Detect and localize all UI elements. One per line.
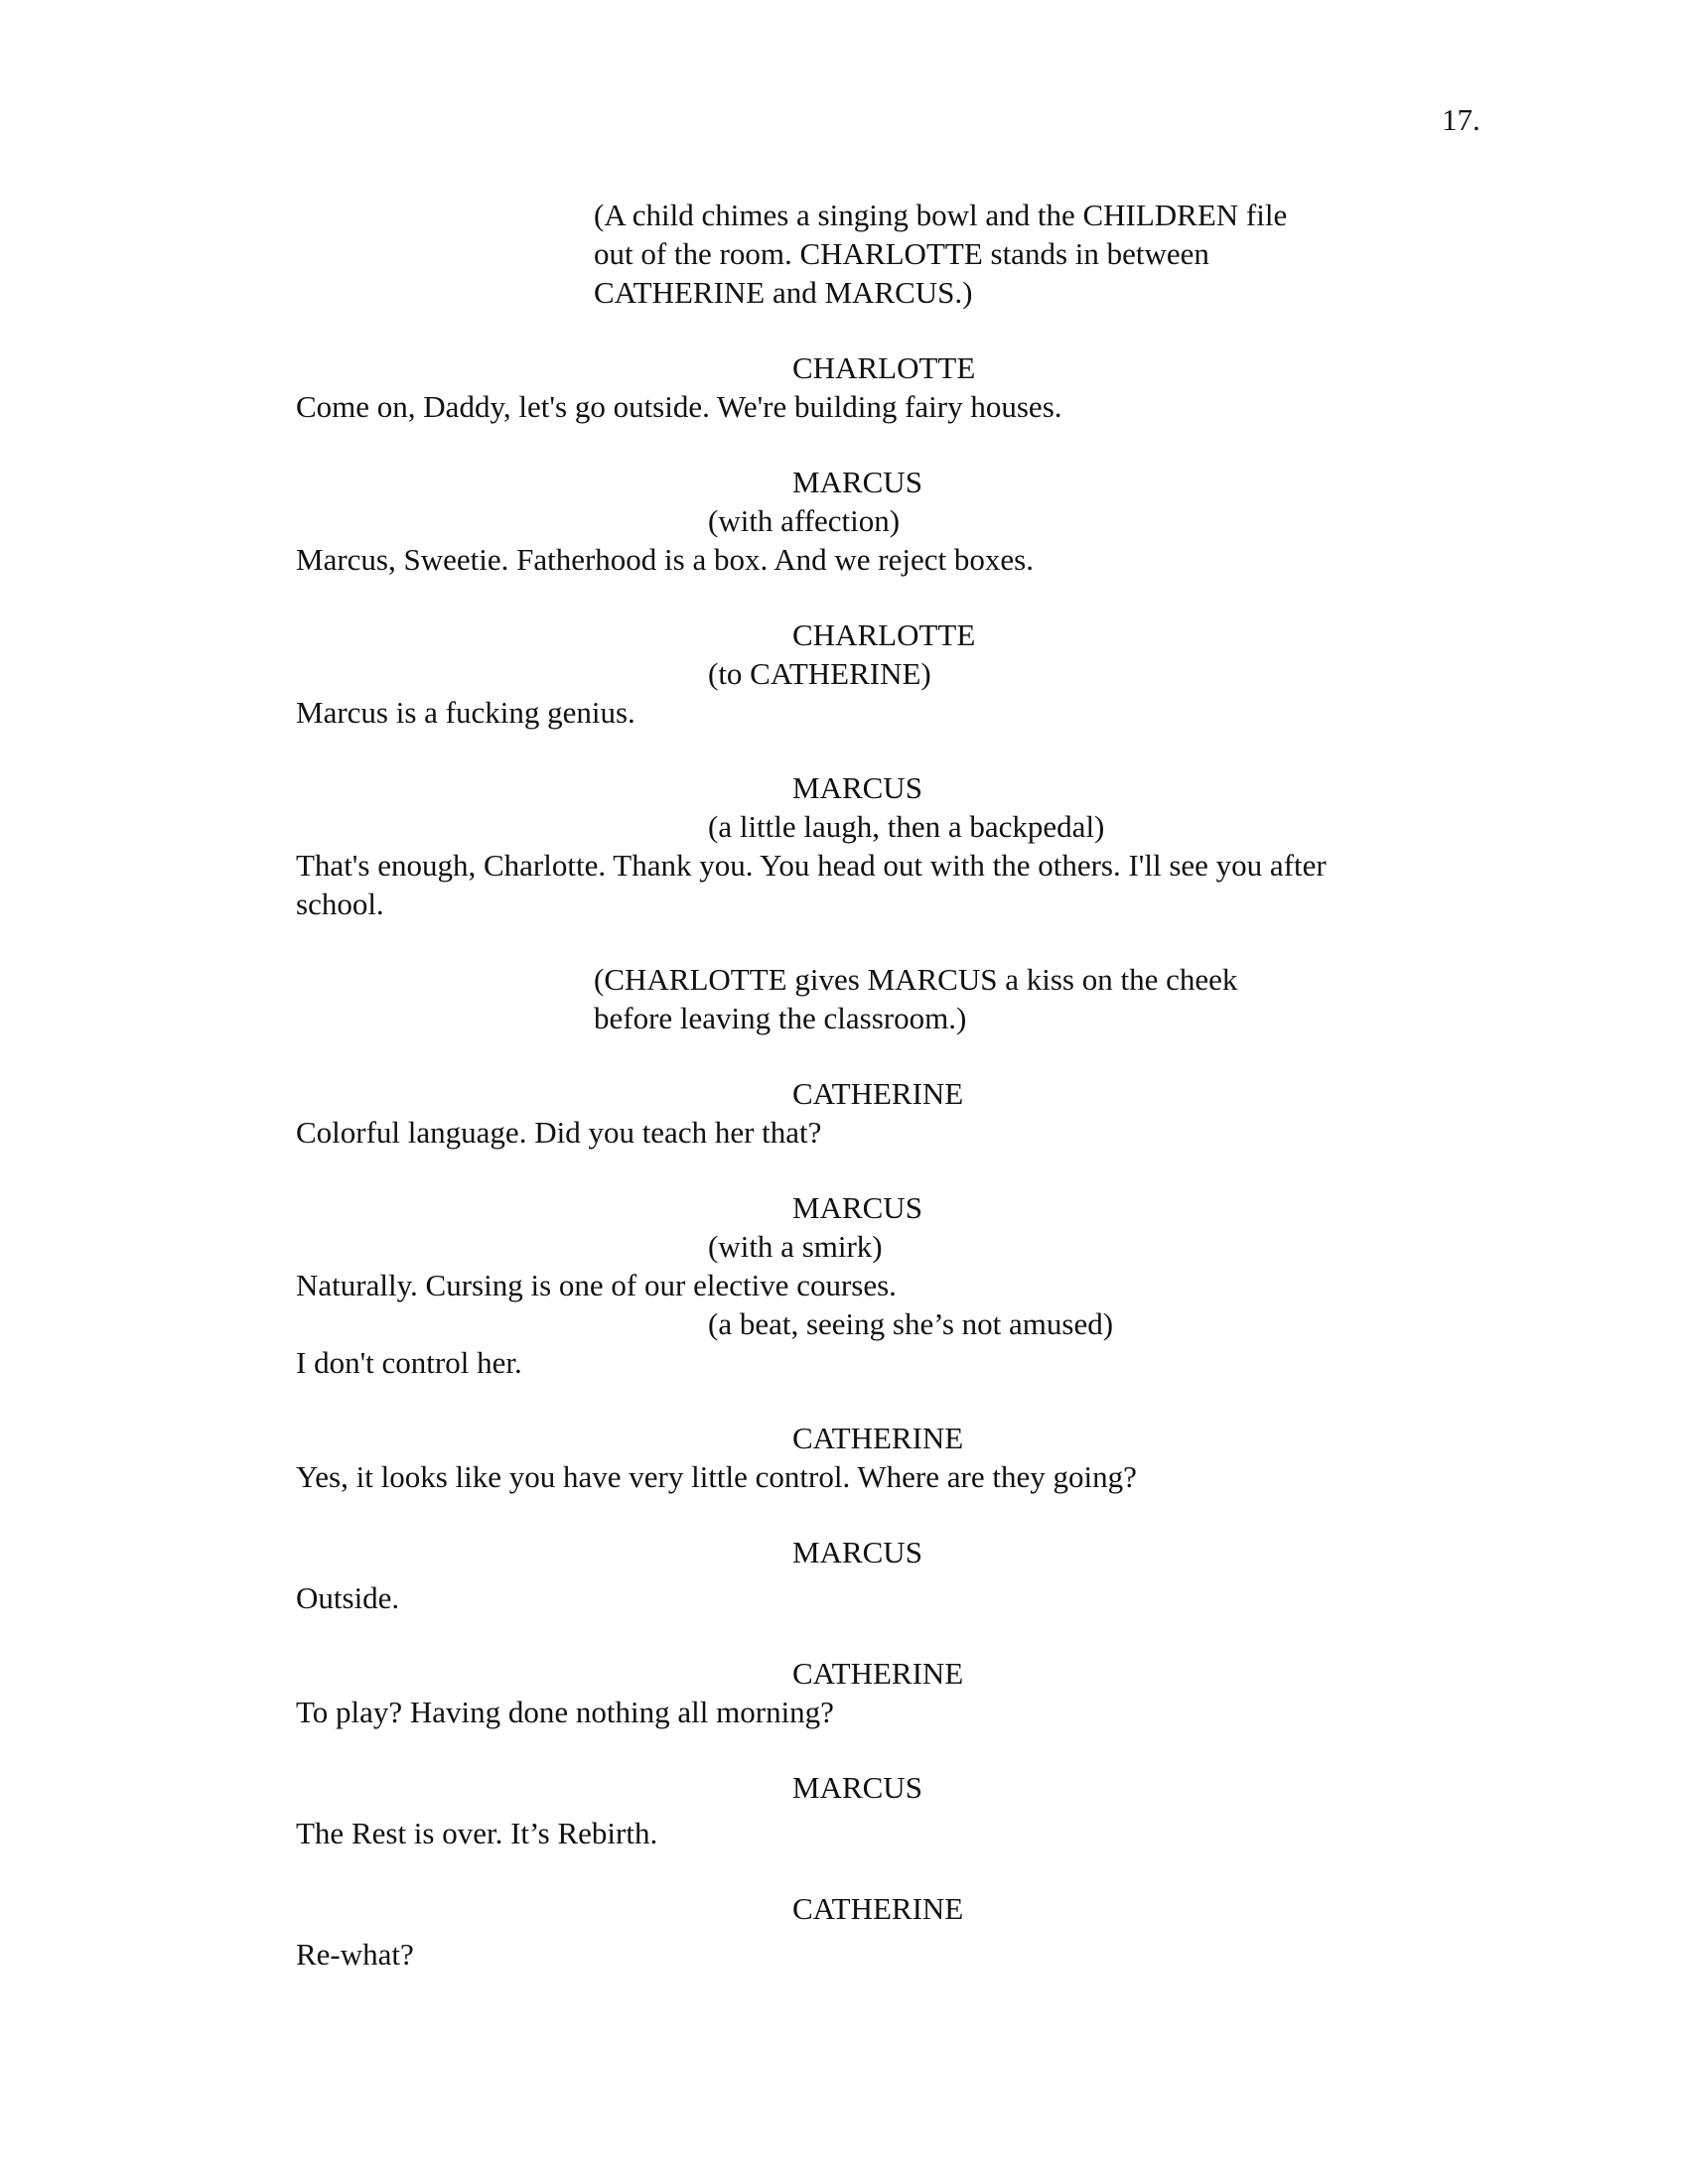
- speech-block: [0, 1419, 1688, 1496]
- speech-block: [0, 615, 1688, 732]
- parenthetical: (a little laugh, then a backpedal): [708, 809, 1105, 844]
- dialogue-line: Re-what?: [296, 1937, 414, 1972]
- script-body: [0, 196, 1688, 2010]
- parenthetical: (a beat, seeing she’s not amused): [708, 1306, 1114, 1341]
- speech-block: [0, 463, 1688, 579]
- stage-direction: (A child chimes a singing bowl and the CHILDREN file out of the room. CHARLOTTE stands in between CATHERINE and MARCUS.): [594, 198, 1288, 310]
- speech-block: [0, 348, 1688, 426]
- dialogue-line: Naturally. Cursing is one of our elective courses.: [296, 1268, 897, 1302]
- parenthetical: (with a smirk): [708, 1229, 883, 1264]
- dialogue-line: To play? Having done nothing all morning?: [296, 1695, 834, 1729]
- dialogue-line: That's enough, Charlotte. Thank you. You head out with the others. I'll see you after school.: [296, 848, 1327, 921]
- dialogue-line: Yes, it looks like you have very little control. Where are they going?: [296, 1459, 1137, 1494]
- page-number: 17.: [1442, 102, 1480, 137]
- character-name: MARCUS: [792, 1535, 922, 1570]
- speech-block: [0, 768, 1688, 923]
- character-name: CATHERINE: [792, 1656, 964, 1691]
- dialogue-line: Outside.: [296, 1580, 400, 1615]
- character-name: CATHERINE: [792, 1891, 964, 1926]
- dialogue-line: Colorful language. Did you teach her that?: [296, 1115, 822, 1150]
- parenthetical: (to CATHERINE): [708, 656, 931, 691]
- dialogue-line: I don't control her.: [296, 1345, 522, 1380]
- speech-block: [0, 1188, 1688, 1382]
- stage-direction: (CHARLOTTE gives MARCUS a kiss on the cheek before leaving the classroom.): [594, 962, 1238, 1035]
- speech-block: [0, 1768, 1688, 1852]
- parenthetical: (with affection): [708, 503, 901, 538]
- character-name: CATHERINE: [792, 1076, 964, 1111]
- character-name: MARCUS: [792, 465, 922, 499]
- character-name: MARCUS: [792, 770, 922, 805]
- dialogue-line: Marcus, Sweetie. Fatherhood is a box. And we reject boxes.: [296, 542, 1034, 577]
- speech-block: [0, 1074, 1688, 1152]
- character-name: MARCUS: [792, 1190, 922, 1225]
- character-name: CHARLOTTE: [792, 617, 976, 652]
- character-name: MARCUS: [792, 1770, 922, 1805]
- dialogue-line: Marcus is a fucking genius.: [296, 695, 635, 730]
- speech-block: [0, 1654, 1688, 1731]
- character-name: CATHERINE: [792, 1421, 964, 1455]
- dialogue-line: Come on, Daddy, let's go outside. We're building fairy houses.: [296, 389, 1062, 424]
- dialogue-line: The Rest is over. It’s Rebirth.: [296, 1816, 658, 1850]
- speech-block: [0, 1889, 1688, 1974]
- character-name: CHARLOTTE: [792, 350, 976, 385]
- speech-block: [0, 1533, 1688, 1617]
